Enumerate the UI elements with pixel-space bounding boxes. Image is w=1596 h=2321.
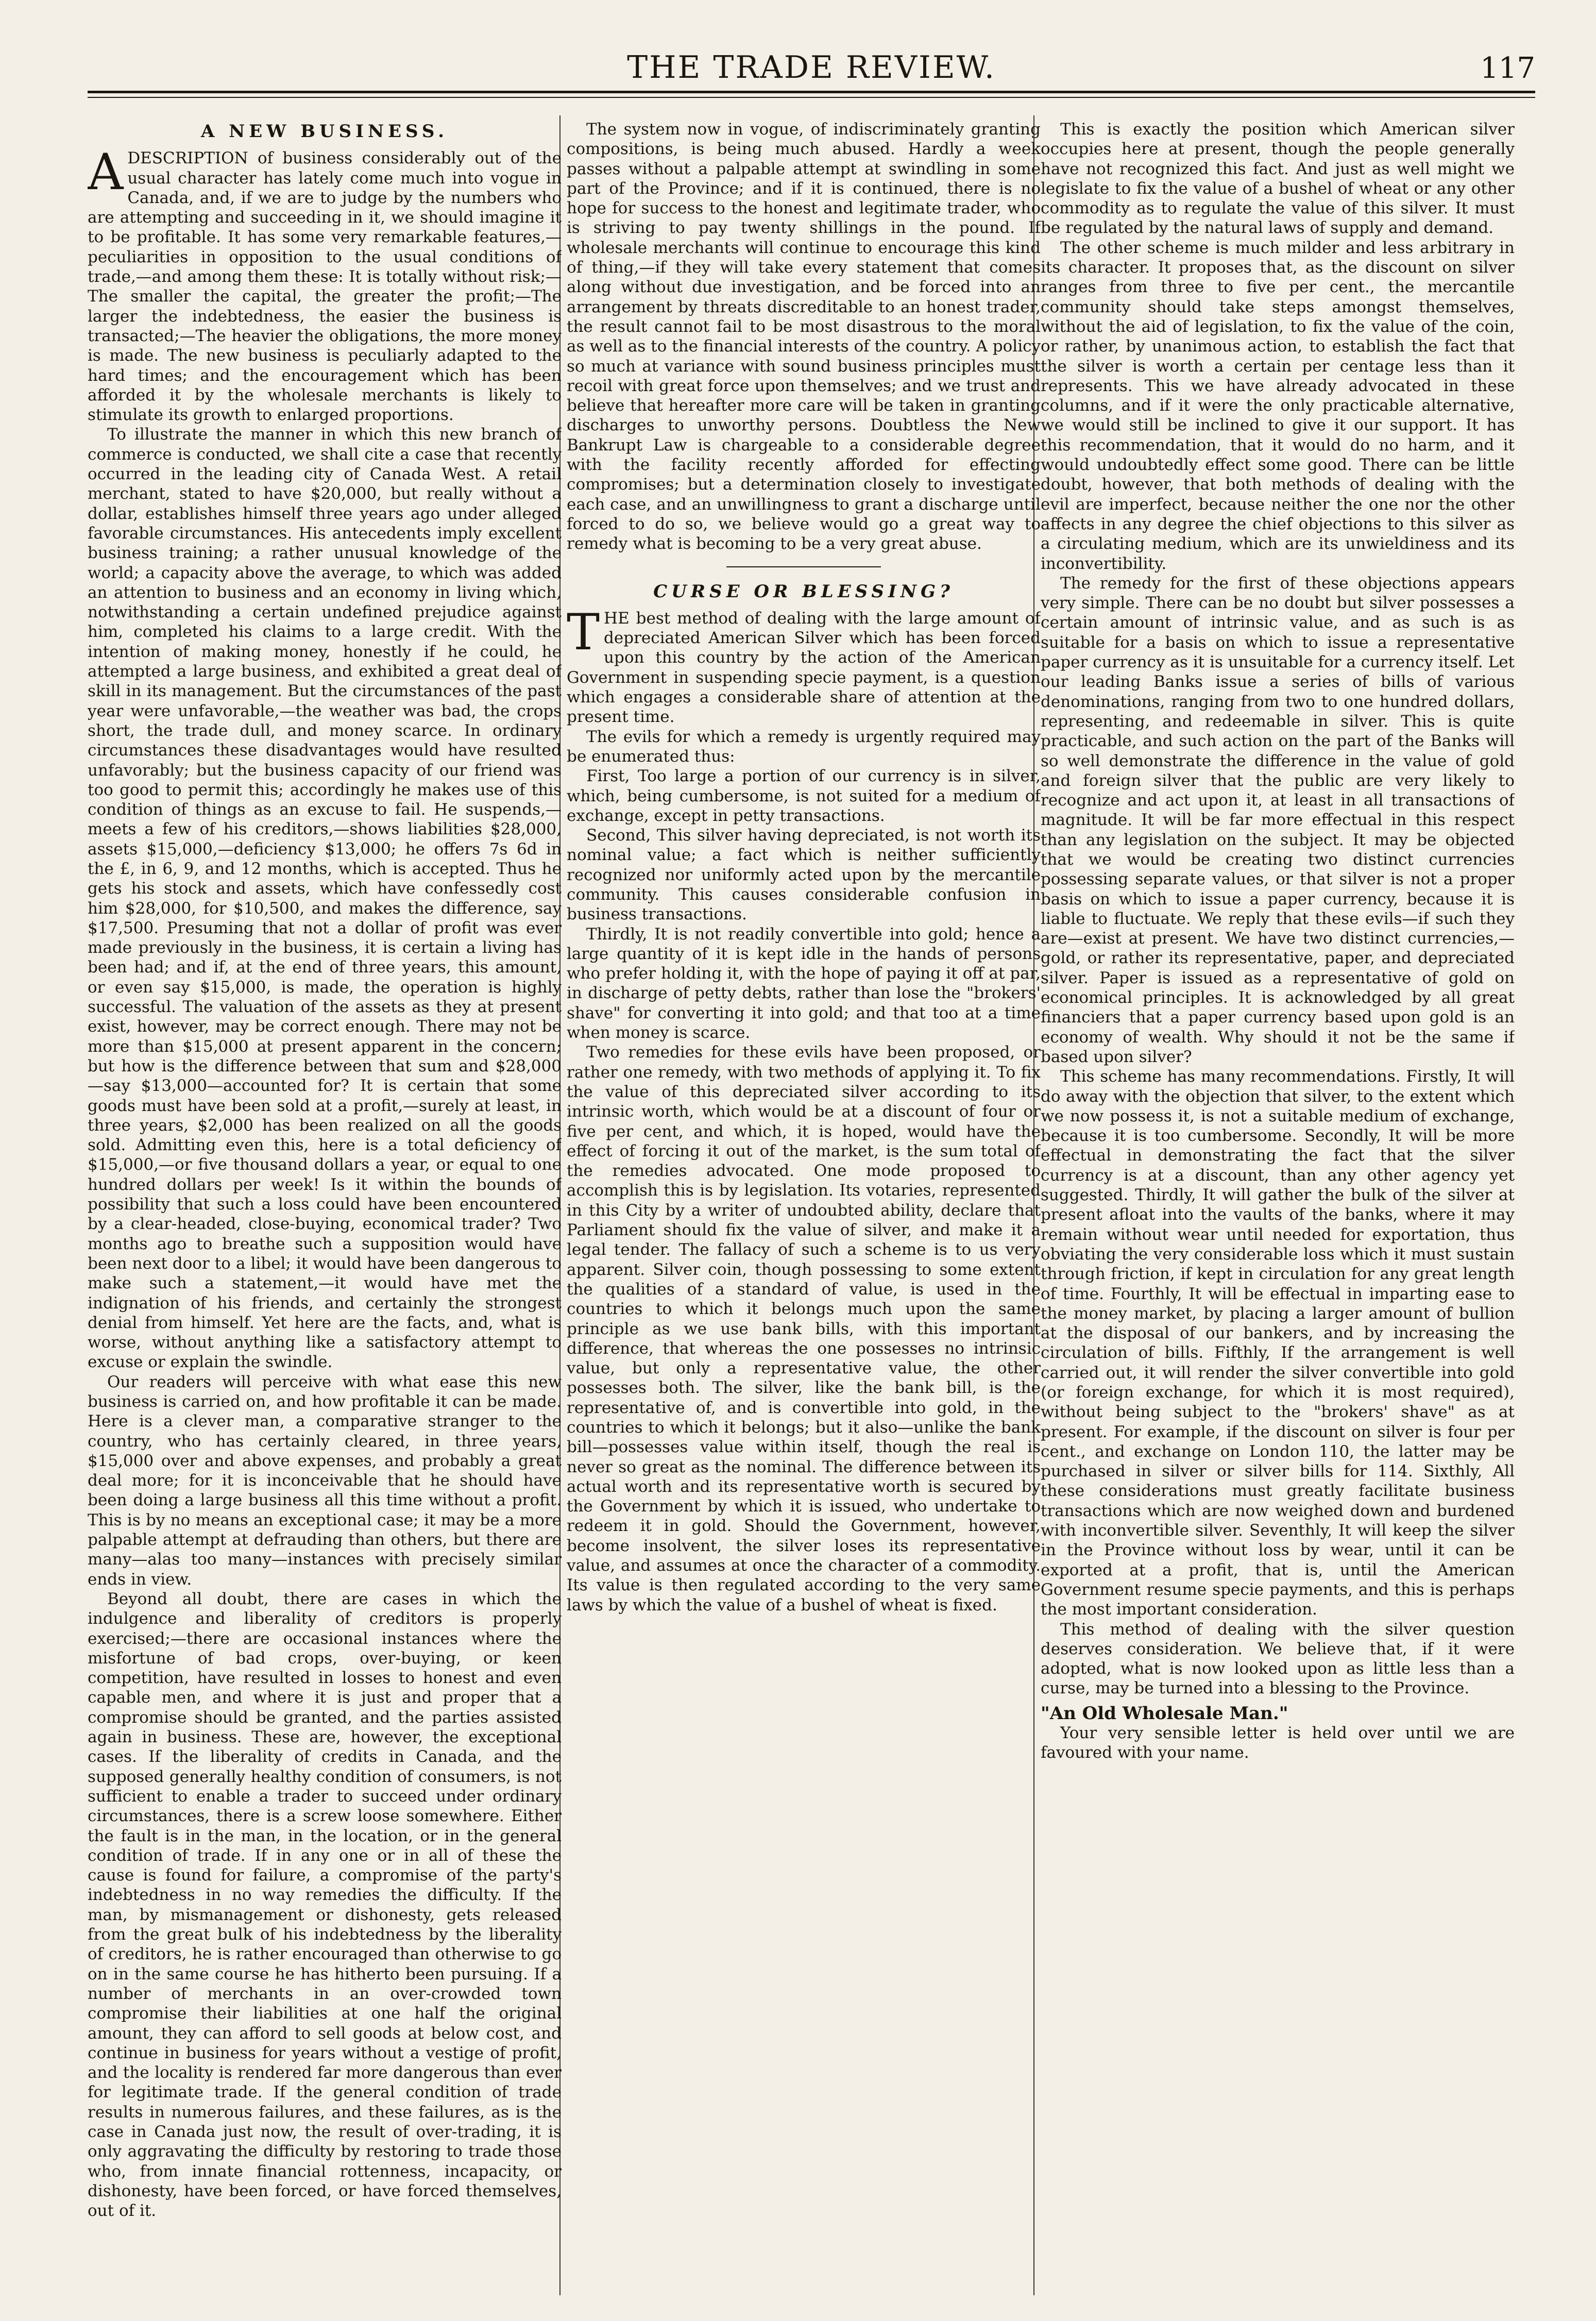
page-number: 117 [1480, 52, 1535, 85]
masthead [88, 44, 1535, 86]
article-paragraph: Our readers will perceive with what ease this new business is carried on, and how profitable it can be made. Here is a clever man, a comparative stranger to the country, who has certainly cleared, in three years, $15,000 over and above expenses, and probably a great deal more; for it is inconceivable that he should have been doing a large business all this time without a profit. This is by no means an exceptional case; it may be a more palpable attempt at defrauding than others, but there are many—alas too many—instances with precisely similar ends in view. [88, 1372, 562, 1589]
article-paragraph: Two remedies for these evils have been proposed, or rather one remedy, with two methods of applying it. To fix the value of this depreciated silver according to its intrinsic worth, which would be at a discount of four or five per cent, and which, it is hoped, would have the effect of forcing it out of the market, is the sum total of the remedies advocated. One mode proposed to accomplish this is by legislation. Its votaries, represented in this City by a writer of undoubted ability, declare that Parliament should fix the value of silver, and make it a legal tender. The fallacy of such a scheme is to us very apparent. Silver coin, though possessing to some extent the qualities of a standard of value, is used in the countries to which it belongs much upon the same principle as we use bank bills, with this important difference, that whereas the one possesses no intrinsic value, but only a representative value, the other possesses both. The silver, like the bank bill, is the representative of, and is convertible into gold, in the countries to which it belongs; but it also—unlike the bank bill—possesses value within itself, though the real is never so great as the nominal. The difference between its actual worth and its representative worth is secured by the Government by which it is issued, who undertake to redeem it in gold. Should the Government, however, become insolvent, the silver loses its representative value, and assumes at once the character of a commodity. Its value is then regulated according to the very same laws by which the value of a bushel of wheat is fixed. [567, 1043, 1041, 1614]
header-rule-thick [88, 91, 1535, 93]
column-3 [1041, 120, 1515, 2294]
column-2 [567, 120, 1041, 2294]
article-title: CURSE OR BLESSING? [653, 581, 954, 602]
publication-title: THE TRADE REVIEW. [627, 49, 996, 86]
header-rule-thin [88, 97, 1535, 98]
article-paragraph: The remedy for the first of these objections appears very simple. There can be no doubt but silver possesses a certain amount of intrinsic value, and as such is as suitable for a basis on which to issue a representative paper currency as it is unsuitable for a currency itself. Let our leading Banks issue a series of bills of various denominations, ranging from two to one hundred dollars, representing, and redeemable in silver. This is quite practicable, and such action on the part of the Banks will so well demonstrate the difference in the value of gold and foreign silver that the public are very likely to recognize and act upon it, at least in all transactions of magnitude. It will be far more effectual in this respect than any legislation on the subject. It may be objected that we would be creating two distinct currencies possessing separate values, or that silver is not a proper basis on which to issue a paper currency, because it is liable to fluctuate. We reply that these evils—if such they are—exist at present. We have two distinct currencies,—gold, or rather its representative, paper, and depreciated silver. Paper is issued as a representative of gold on economical principles. It is acknowledged by all great financiers that a paper currency based upon gold is an economy of wealth. Why should it not be the same if based upon silver? [1041, 574, 1515, 1066]
article-title: A NEW BUSINESS. [200, 121, 449, 142]
article-paragraph: This method of dealing with the silver question deserves consideration. We believe that, if it were adopted, what is now looked upon as little less than a curse, may be turned into a blessing to the Province. [1041, 1620, 1515, 1698]
article-paragraph: ADESCRIPTION of business considerably out of the usual character has lately come much into vogue in Canada, and, if we are to judge by the numbers who are attempting and succeeding in it, we should imagine it to be profitable. It has some very remarkable features,—peculiarities in opposition to the usual conditions of trade,—and among them these: It is totally without risk;—The smaller the capital, the greater the profit;—The larger the indebtedness, the easier the business is transacted;—The heavier the obligations, the more money is made. The new business is peculiarly adapted to the hard times; and the encouragement which has been afforded it by the wholesale merchants is likely to stimulate its growth to enlarged proportions. [88, 143, 562, 425]
section-divider [726, 566, 881, 567]
article-paragraph: The other scheme is much milder and less arbitrary in its character. It proposes that, as the discount on silver ranges from three to five per cent., the mercantile community should take steps amongst themselves, without the aid of legislation, to fix the value of the coin, or rather, by unanimous action, to establish the fact that the silver is worth a certain per centage less than it represents. This we have already advocated in these columns, and if it were the only practicable alternative, we would still be inclined to give it our support. It has this recommendation, that it would do no harm, and it would undoubtedly effect some good. There can be little doubt, however, that both methods of dealing with the evil are imperfect, because neither the one nor the other affects in any degree the chief objections to this silver as a circulating medium, which are its unwieldiness and its inconvertibility. [1041, 238, 1515, 573]
column-1 [88, 120, 562, 2294]
article-paragraph: The evils for which a remedy is urgently required may be enumerated thus: [567, 727, 1041, 766]
article-paragraph: Second, This silver having depreciated, is not worth its nominal value; a fact which is neither sufficiently recognized nor uniformly acted upon by the mercantile community. This causes considerable confusion in business transactions. [567, 826, 1041, 924]
article-paragraph: First, Too large a portion of our currency is in silver, which, being cumbersome, is not suited for a medium of exchange, except in petty transactions. [567, 767, 1041, 825]
correspondent-notice-title: "An Old Wholesale Man." [1041, 1703, 1288, 1724]
article-paragraph: Beyond all doubt, there are cases in which the indulgence and liberality of creditors is properly exercised;—there are occasional instances where the misfortune of bad crops, over-buying, or keen competition, have resulted in losses to honest and even capable men, and where it is just and proper that a compromise should be granted, and the parties assisted again in business. These are, however, the exceptional cases. If the liberality of credits in Canada, and the supposed generally healthy condition of consumers, is not sufficient to enable a trader to succeed under ordinary circumstances, there is a screw loose somewhere. Either the fault is in the man, in the location, or in the general condition of trade. If in any one or in all of these the cause is found for failure, a compromise of the party's indebtedness in no way remedies the difficulty. If the man, by mismanagement or dishonesty, gets released from the great bulk of his indebtedness by the liberality of creditors, he is rather encouraged than otherwise to go on in the same course he has hitherto been pursuing. If a number of merchants in an over-crowded town compromise their liabilities at one half the original amount, they can afford to sell goods at below cost, and continue in business for years without a vestige of profit, and the locality is rendered far more dangerous than ever for legitimate trade. If the general condition of trade results in numerous failures, and these failures, as is the case in Canada just now, the result of over-trading, it is only aggravating the difficulty by restoring to trade those who, from innate financial rottenness, incapacity, or dishonesty, have been forced, or have forced themselves, out of it. [88, 1589, 562, 2221]
article-paragraph: This scheme has many recommendations. Firstly, It will do away with the objection that silver, to the extent which we now possess it, is not a suitable medium of exchange, because it is too cumbersome. Secondly, It will be more effectual in demonstrating the fact that the silver currency is at a discount, than any other agency yet suggested. Thirdly, It will gather the bulk of the silver at present afloat into the vaults of the banks, where it may remain without wear until needed for exportation, thus obviating the very considerable loss which it must sustain through friction, if kept in circulation for any great length of time. Fourthly, It will be effectual in imparting ease to the money market, by placing a larger amount of bullion at the disposal of our bankers, and by increasing the circulation of bills. Fifthly, If the arrangement is well carried out, it will render the silver convertible into gold (or foreign exchange, for which it is most required), without being subject to the "brokers' shave" as at present. For example, if the discount on silver is four per cent., and exchange on London 110, the latter may be purchased in silver or silver bills for 114. Sixthly, All these considerations must greatly facilitate business transactions which are now weighed down and burdened with inconvertible silver. Seventhly, It will keep the silver in the Province without loss by wear, until it can be exported at a profit, that is, until the American Government resume specie payments, and this is perhaps the most important consideration. [1041, 1067, 1515, 1619]
article-paragraph: Thirdly, It is not readily convertible into gold; hence a large quantity of it is kept idle in the hands of persons who prefer holding it, with the hope of paying it off at par, in discharge of petty debts, rather than lose the "brokers' shave" for converting it into gold; and that too at a time when money is scarce. [567, 924, 1041, 1042]
correspondent-notice-text: Your very sensible letter is held over until we are favoured with your name. [1041, 1724, 1515, 1762]
drop-cap: T [567, 603, 600, 661]
article-paragraph: The system now in vogue, of indiscriminately granting compositions, is being much abused. Hardly a week passes without a palpable attempt at swindling in some part of the Province; and if it is continued, there is no hope for success to the honest and legitimate trader, who is striving to pay twenty shillings in the pound. If wholesale merchants will continue to encourage this kind of thing,—if they will take every statement that comes along without due investigation, and be forced into an arrangement by threats discreditable to an honest trader, the result cannot fail to be most disastrous to the moral as well as to the financial interests of the country. A policy so much at variance with sound business principles must recoil with great force upon themselves; and we trust and believe that hereafter more care will be taken in granting discharges to unworthy persons. Doubtless the New Bankrupt Law is chargeable to a considerable degree with the facility recently afforded for effecting compromises; but a determination closely to investigate each case, and an unwillingness to grant a discharge until forced to do so, we believe would go a great way to remedy what is becoming to be a very great abuse. [567, 120, 1041, 553]
article-paragraph: This is exactly the position which American silver occupies here at present, though the people generally have not recognized this fact. And just as well might we legislate to fix the value of a bushel of wheat or any other commodity as to regulate the value of this silver. It must be regulated by the natural laws of supply and demand. [1041, 120, 1515, 238]
article-paragraph: THE best method of dealing with the large amount of depreciated American Silver which has been forced upon this country by the action of the American Government in suspending specie payment, is a question which engages a considerable share of attention at the present time. [567, 603, 1041, 727]
drop-cap: A [88, 143, 124, 201]
article-paragraph: To illustrate the manner in which this new branch of commerce is conducted, we shall cite a case that recently occurred in the leading city of Canada West. A retail merchant, stated to have $20,000, but really without a dollar, establishes himself three years ago under alleged favorable circumstances. His antecedents imply excellent business training; a rather unusual knowledge of the world; a capacity above the average, to which was added an attention to business and an economy in living which, notwithstanding a certain undefined prejudice against him, completed his claims to a large credit. With the intention of making money, honestly if he could, he attempted a large business, and exhibited a great deal of skill in its management. But the circumstances of the past year were unfavorable,—the weather was bad, the crops short, the trade dull, and money scarce. In ordinary circumstances these disadvantages would have resulted unfavorably; but the business capacity of our friend was too good to permit this; accordingly he makes use of this condition of things as an excuse to fail. He suspends,—meets a few of his creditors,—shows liabilities $28,000, assets $15,000,—deficiency $13,000; he offers 7s 6d in the £, in 6, 9, and 12 months, which is accepted. Thus he gets his stock and assets, which have confessedly cost him $28,000, for $10,500, and makes the difference, say $17,500. Presuming that not a dollar of profit was ever made previously in the business, it is certain a living has been had; and if, at the end of three years, this amount, or even say $15,000, is made, the operation is highly successful. The valuation of the assets as they at present exist, however, may be correct enough. There may not be more than $15,000 at present apparent in the concern; but how is the difference between that sum and $28,000—say $13,000—accounted for? It is certain that some goods must have been sold at a profit,—surely at least, in three years, $2,000 has been realized on all the goods sold. Admitting even this, here is a total deficiency of $15,000,—or five thousand dollars a year, or equal to one hundred dollars per week! Is it within the bounds of possibility that such a loss could have been encountered by a clear-headed, close-buying, economical trader? Two months ago to breathe such a supposition would have been next door to a libel; it would have been dangerous to make such a statement,—it would have met the indignation of his friends, and certainly the strongest denial from himself. Yet here are the facts, and, what is worse, without anything like a satisfactory attempt to excuse or explain the swindle. [88, 425, 562, 1372]
